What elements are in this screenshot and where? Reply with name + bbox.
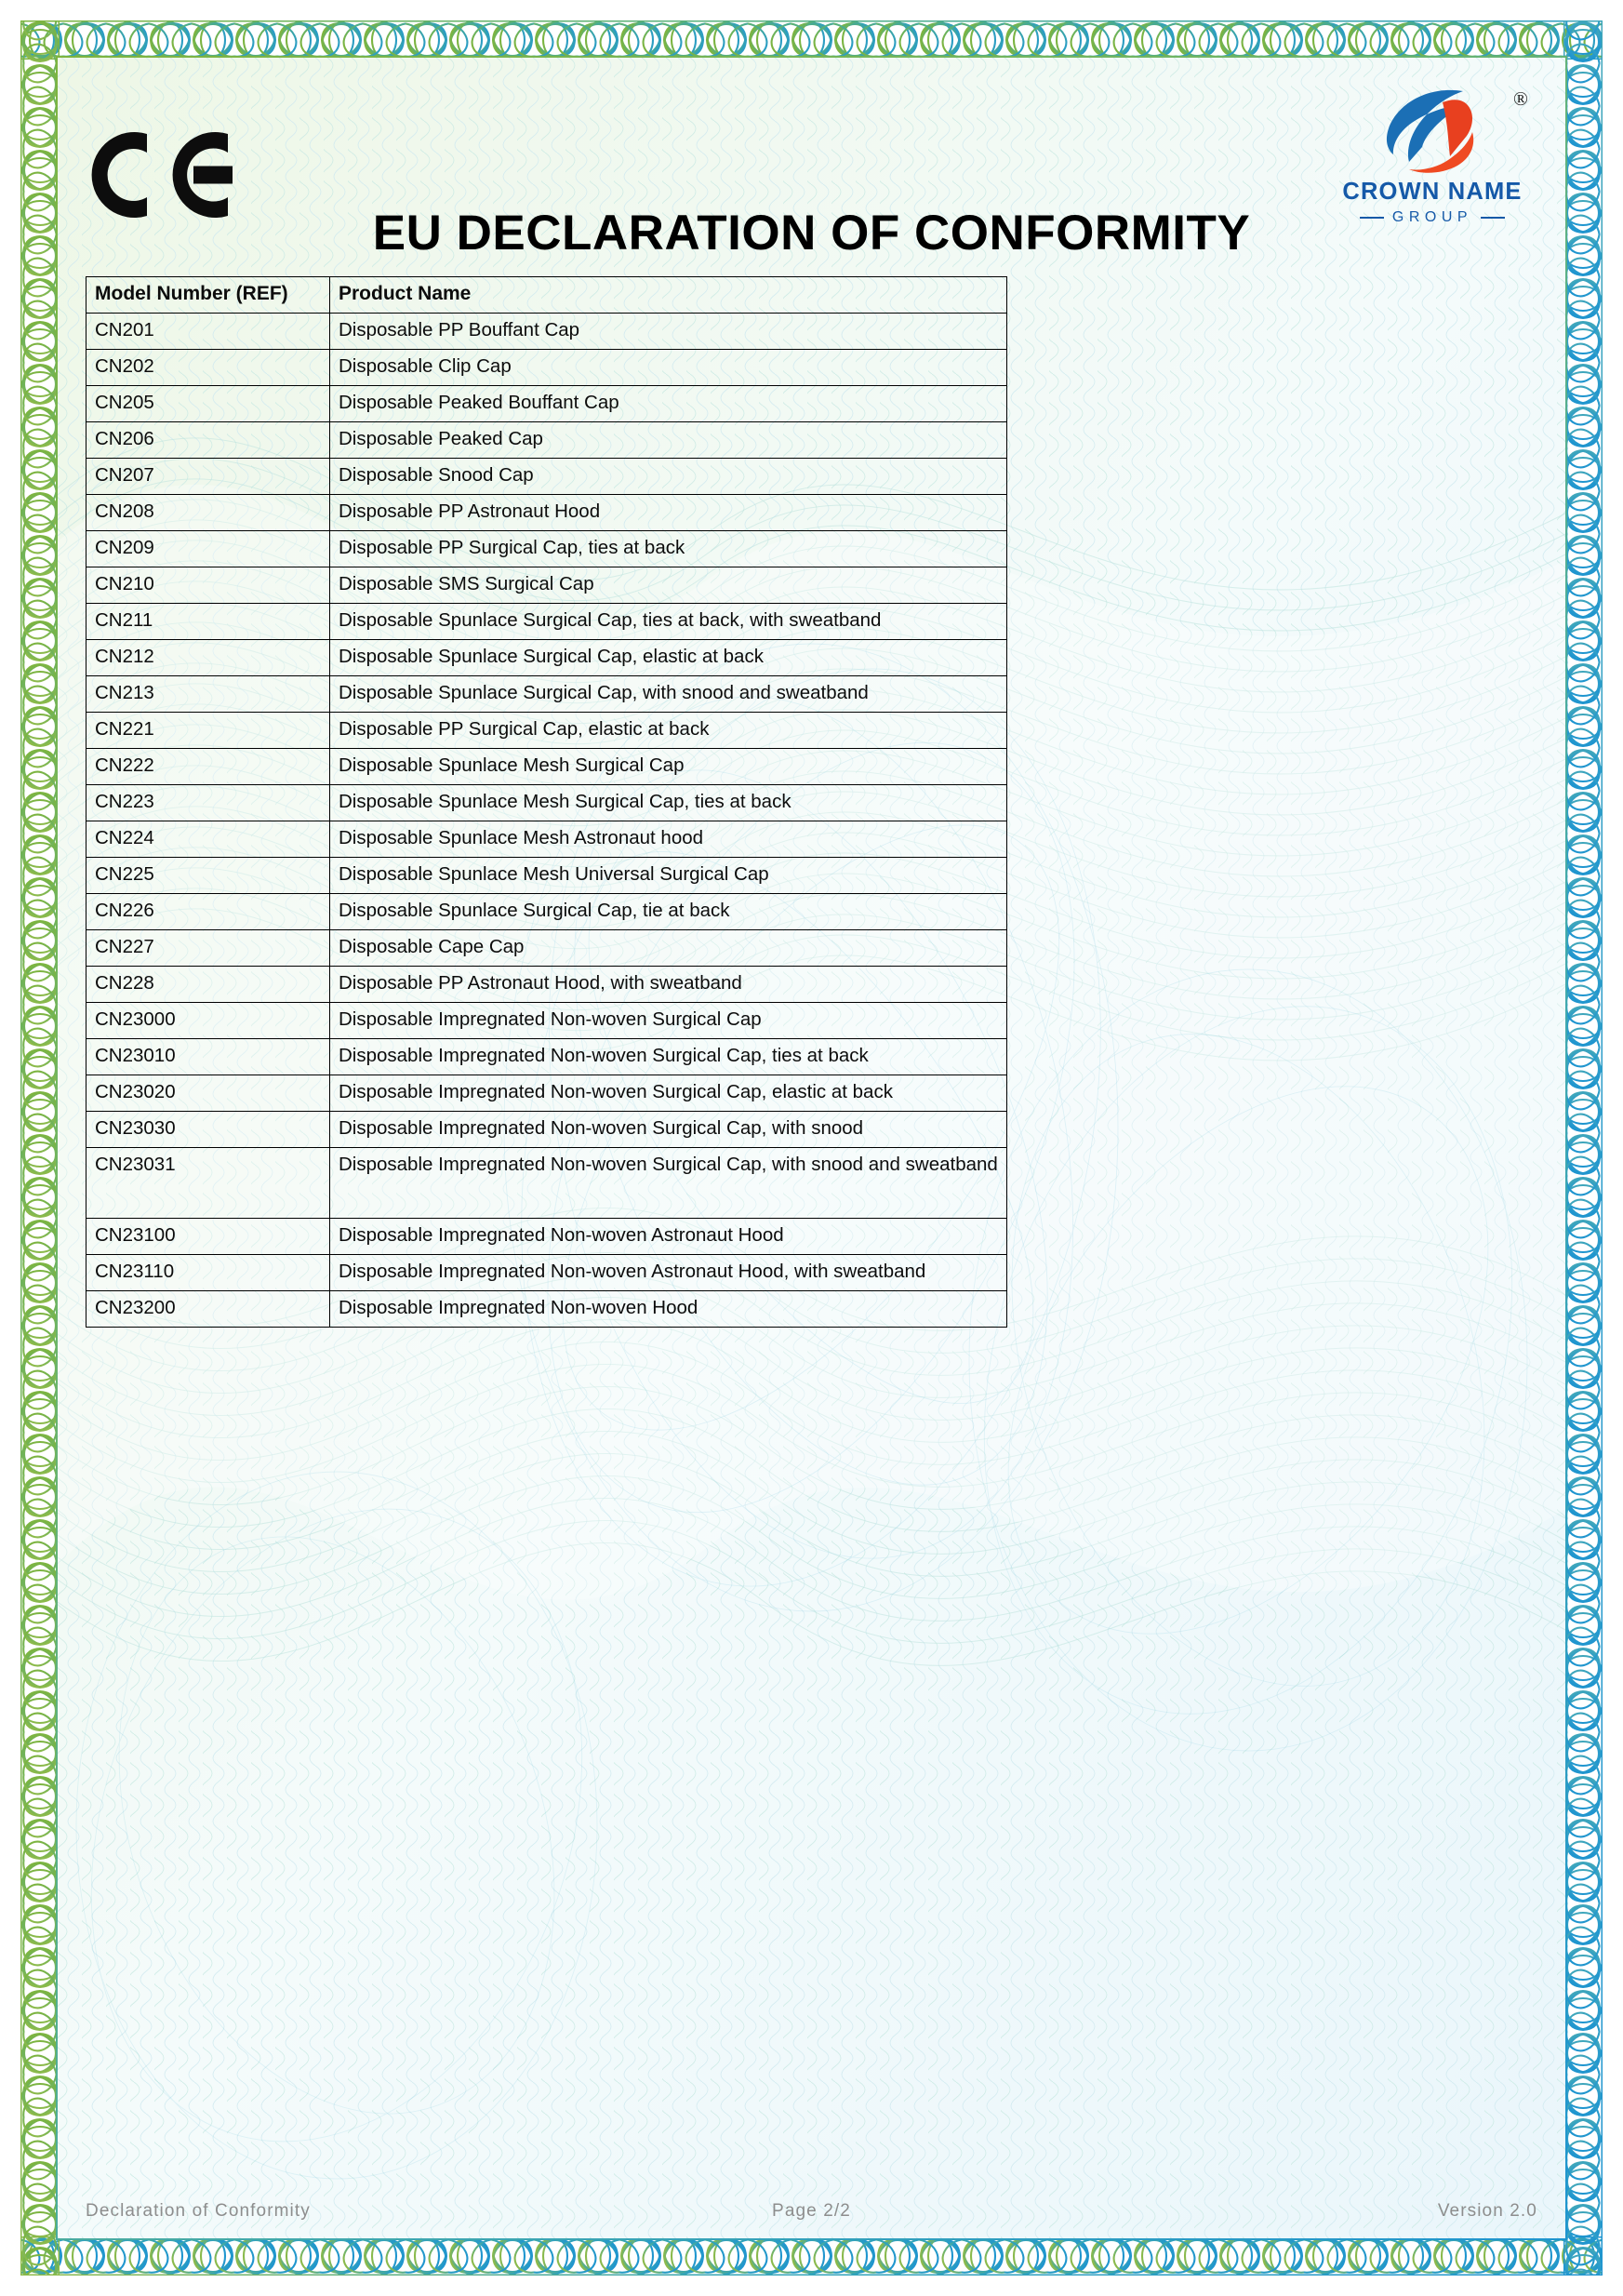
cell-product-name: Disposable Impregnated Non-woven Surgical Cap, with snood and sweatband [330, 1148, 1007, 1219]
cell-model-number: CN207 [86, 459, 330, 495]
cell-model-number: CN23100 [86, 1219, 330, 1255]
cell-product-name: Disposable Impregnated Non-woven Surgical Cap, with snood [330, 1112, 1007, 1148]
table-body [86, 314, 1007, 1328]
table-row [86, 604, 1007, 640]
cell-model-number: CN23020 [86, 1075, 330, 1112]
cell-model-number: CN222 [86, 749, 330, 785]
table-row [86, 1112, 1007, 1148]
cell-product-name: Disposable Impregnated Non-woven Astronaut Hood [330, 1219, 1007, 1255]
table-row [86, 640, 1007, 676]
cell-model-number: CN213 [86, 676, 330, 713]
table-row [86, 858, 1007, 894]
cell-model-number: CN23110 [86, 1255, 330, 1291]
table-row [86, 1219, 1007, 1255]
page-footer [86, 2201, 1537, 2222]
table-row [86, 785, 1007, 821]
cell-product-name: Disposable Spunlace Surgical Cap, tie at back [330, 894, 1007, 930]
table-header-product-name: Product Name [330, 277, 1007, 314]
cell-model-number: CN224 [86, 821, 330, 858]
registered-trademark-icon: ® [1513, 87, 1528, 110]
document-content [58, 58, 1565, 2238]
cell-model-number: CN228 [86, 967, 330, 1003]
cell-model-number: CN223 [86, 785, 330, 821]
cell-model-number: CN23030 [86, 1112, 330, 1148]
cell-model-number: CN225 [86, 858, 330, 894]
cell-product-name: Disposable Spunlace Mesh Surgical Cap, ties at back [330, 785, 1007, 821]
cell-model-number: CN206 [86, 422, 330, 459]
table-row [86, 713, 1007, 749]
cell-model-number: CN208 [86, 495, 330, 531]
table-row [86, 495, 1007, 531]
page-title: EU DECLARATION OF CONFORMITY [372, 206, 1251, 260]
cell-product-name: Disposable PP Surgical Cap, ties at back [330, 531, 1007, 567]
border-band-left [20, 20, 60, 2276]
table-row [86, 350, 1007, 386]
table-row [86, 676, 1007, 713]
table-row [86, 567, 1007, 604]
cell-product-name: Disposable PP Surgical Cap, elastic at back [330, 713, 1007, 749]
table-row [86, 1075, 1007, 1112]
cell-model-number: CN210 [86, 567, 330, 604]
cell-model-number: CN227 [86, 930, 330, 967]
cell-product-name: Disposable Spunlace Surgical Cap, ties at back, with sweatband [330, 604, 1007, 640]
footer-version: Version 2.0 [1437, 2201, 1537, 2221]
table-row [86, 821, 1007, 858]
cell-model-number: CN201 [86, 314, 330, 350]
cell-model-number: CN23010 [86, 1039, 330, 1075]
cell-product-name: Disposable Spunlace Surgical Cap, elastic at back [330, 640, 1007, 676]
table-row [86, 531, 1007, 567]
table-header-model-number: Model Number (REF) [86, 277, 330, 314]
footer-document-type: Declaration of Conformity [86, 2201, 311, 2221]
table-row [86, 1039, 1007, 1075]
cell-product-name: Disposable Spunlace Surgical Cap, with snood and sweatband [330, 676, 1007, 713]
cell-model-number: CN23031 [86, 1148, 330, 1219]
cell-product-name: Disposable Impregnated Non-woven Surgical Cap, ties at back [330, 1039, 1007, 1075]
table-row [86, 930, 1007, 967]
table-row [86, 1255, 1007, 1291]
table-row [86, 459, 1007, 495]
cell-model-number: CN23200 [86, 1291, 330, 1328]
cell-product-name: Disposable Clip Cap [330, 350, 1007, 386]
table-row [86, 967, 1007, 1003]
cell-product-name: Disposable SMS Surgical Cap [330, 567, 1007, 604]
cell-product-name: Disposable PP Astronaut Hood [330, 495, 1007, 531]
cell-model-number: CN209 [86, 531, 330, 567]
table-row [86, 422, 1007, 459]
border-band-right [1563, 20, 1603, 2276]
logo-company-name: CROWN NAME [1342, 179, 1523, 205]
logo-suffix-text: GROUP [1391, 208, 1473, 225]
cell-product-name: Disposable Snood Cap [330, 459, 1007, 495]
logo-swoosh-icon [1316, 82, 1549, 182]
cell-model-number: CN221 [86, 713, 330, 749]
table-row [86, 749, 1007, 785]
cell-product-name: Disposable Impregnated Non-woven Surgical Cap [330, 1003, 1007, 1039]
cell-product-name: Disposable Spunlace Mesh Universal Surgical Cap [330, 858, 1007, 894]
cell-product-name: Disposable Peaked Bouffant Cap [330, 386, 1007, 422]
cell-product-name: Disposable Spunlace Mesh Surgical Cap [330, 749, 1007, 785]
cell-product-name: Disposable Spunlace Mesh Astronaut hood [330, 821, 1007, 858]
border-band-bottom [20, 2236, 1603, 2276]
cell-model-number: CN212 [86, 640, 330, 676]
cell-model-number: CN226 [86, 894, 330, 930]
border-band-top [20, 20, 1603, 60]
cell-product-name: Disposable Impregnated Non-woven Surgical Cap, elastic at back [330, 1075, 1007, 1112]
table-row [86, 1291, 1007, 1328]
table-row [86, 1003, 1007, 1039]
product-table [86, 276, 1007, 1328]
table-row [86, 1148, 1007, 1219]
table-row [86, 386, 1007, 422]
cell-product-name: Disposable Impregnated Non-woven Hood [330, 1291, 1007, 1328]
cell-product-name: Disposable Impregnated Non-woven Astronaut Hood, with sweatband [330, 1255, 1007, 1291]
cell-model-number: CN23000 [86, 1003, 330, 1039]
table-row [86, 314, 1007, 350]
cell-model-number: CN202 [86, 350, 330, 386]
cell-product-name: Disposable PP Astronaut Hood, with sweatband [330, 967, 1007, 1003]
cell-model-number: CN205 [86, 386, 330, 422]
cell-product-name: Disposable Peaked Cap [330, 422, 1007, 459]
footer-page-number: Page 2/2 [772, 2201, 851, 2221]
cell-product-name: Disposable PP Bouffant Cap [330, 314, 1007, 350]
cell-product-name: Disposable Cape Cap [330, 930, 1007, 967]
table-row [86, 894, 1007, 930]
table-header-row [86, 277, 1007, 314]
cell-model-number: CN211 [86, 604, 330, 640]
